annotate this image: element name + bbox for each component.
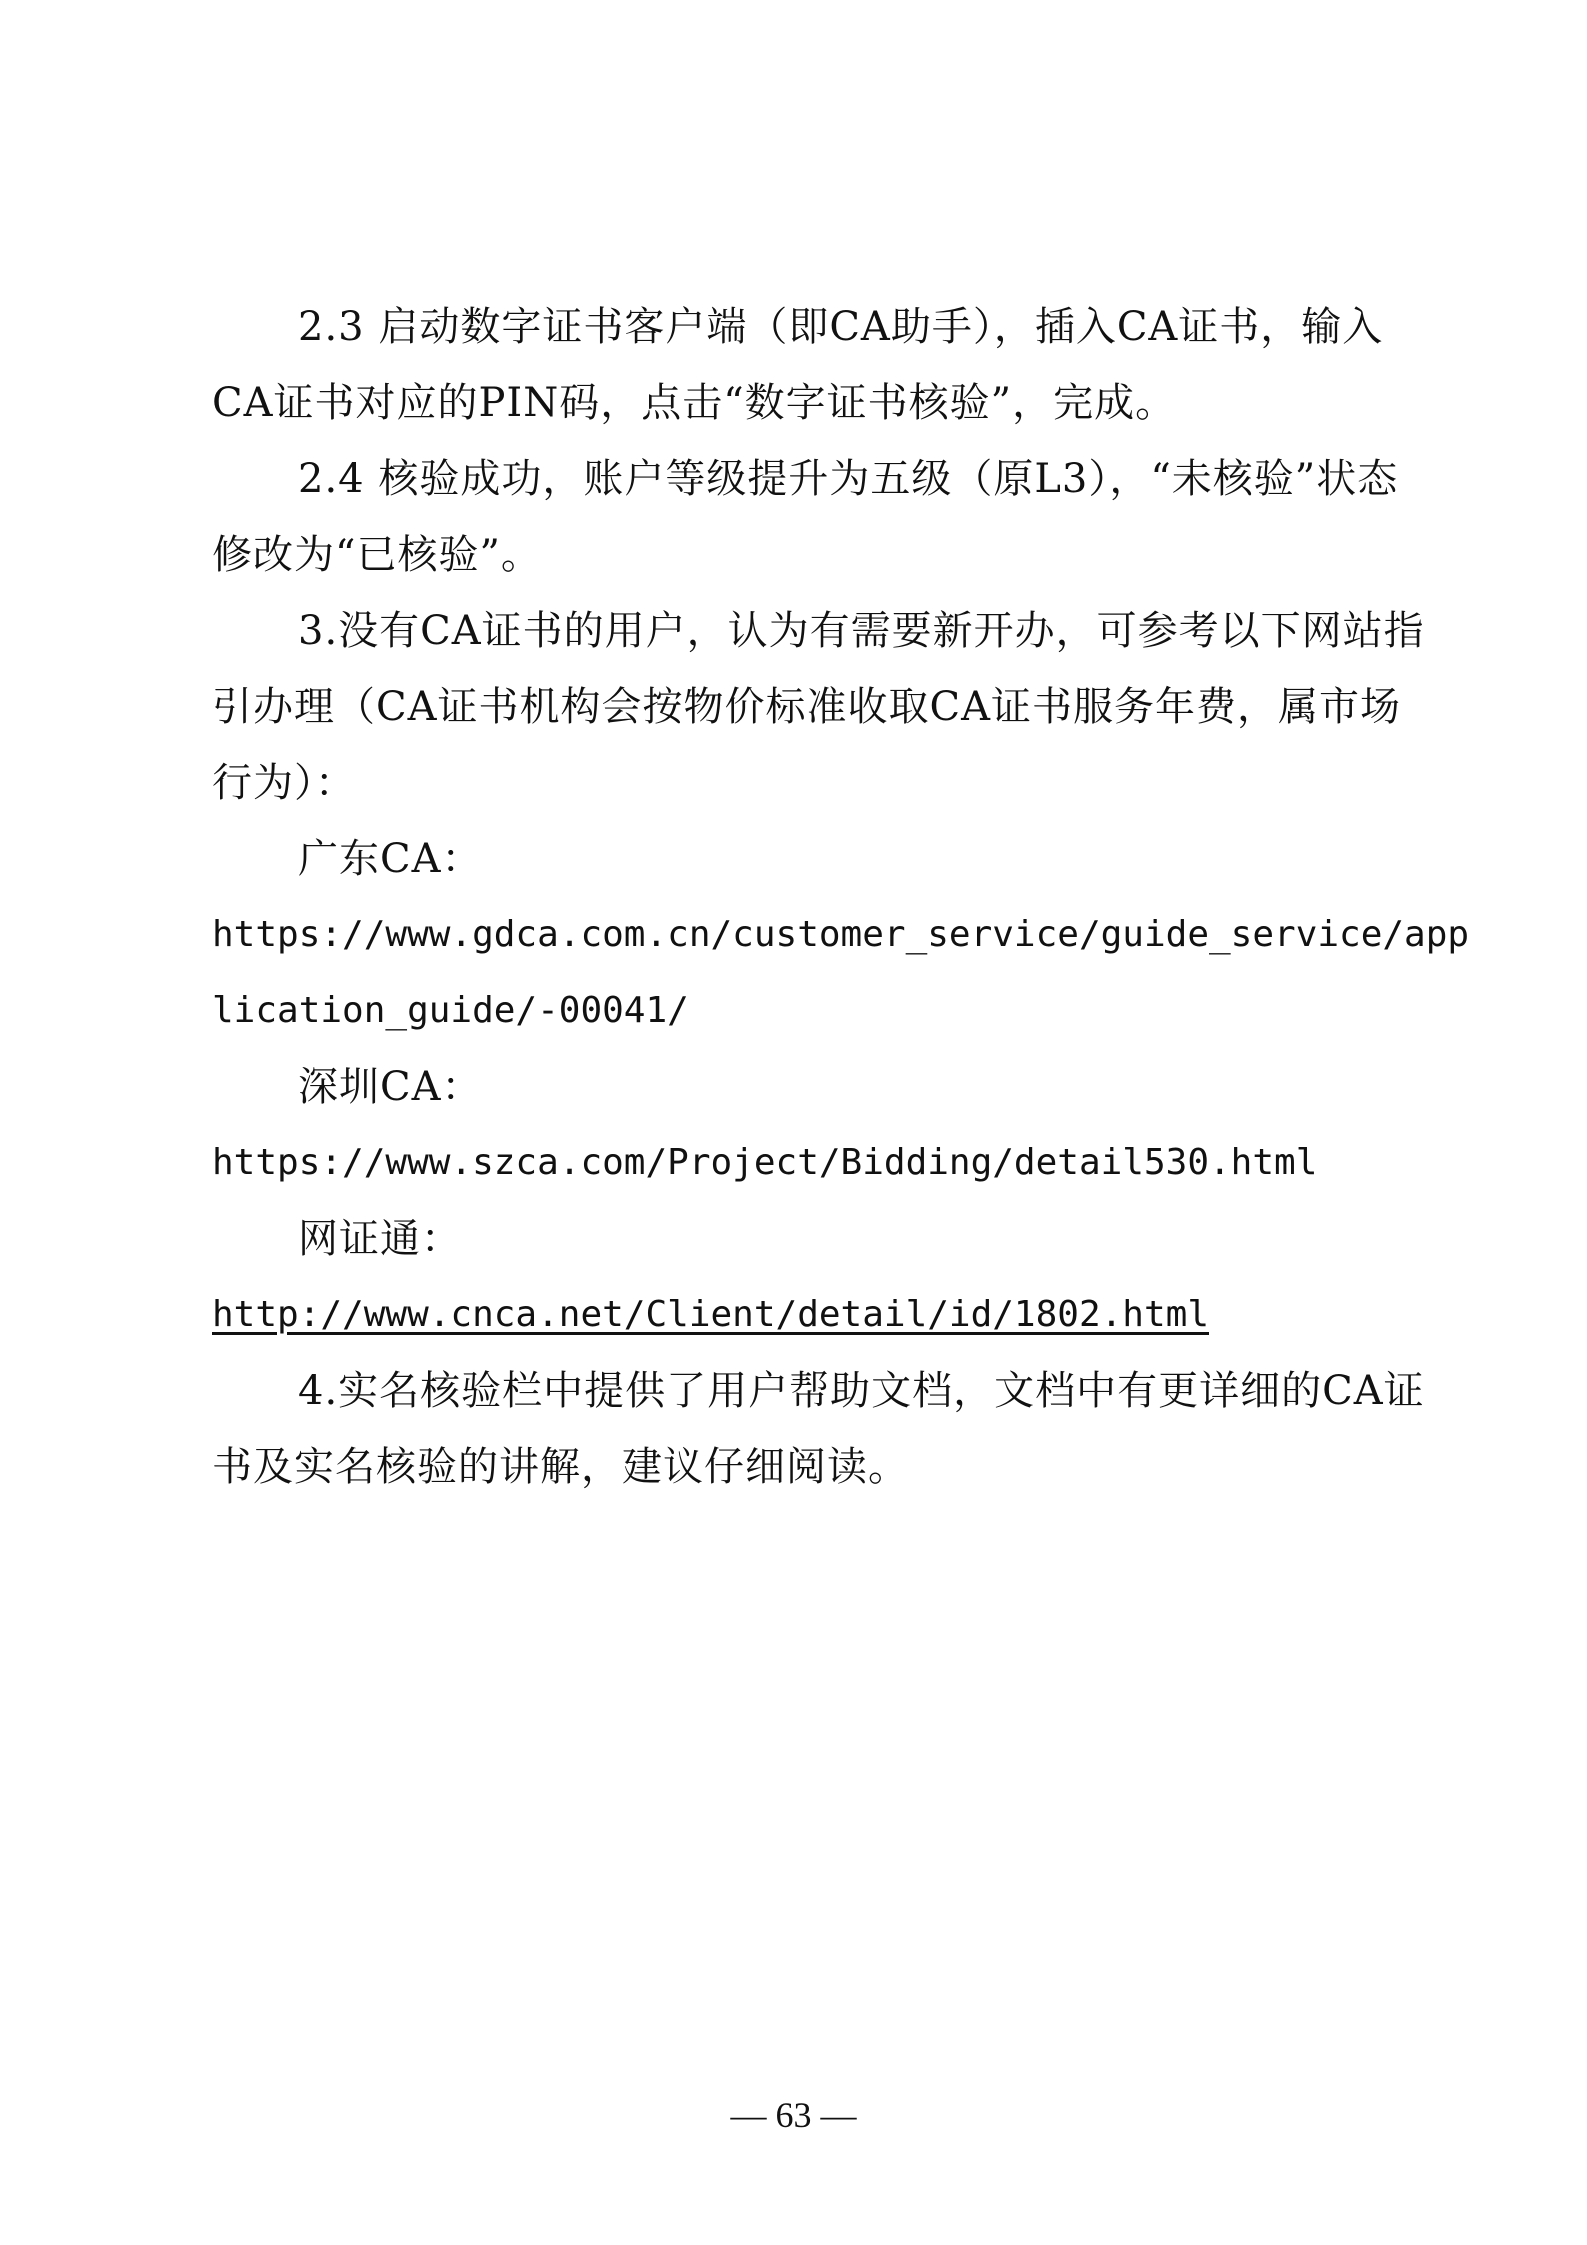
guangdong-ca-url-line-1[interactable]: https://www.gdca.com.cn/customer_service/guide_service/app [212,914,1470,955]
guangdong-ca-url-line-2[interactable]: lication_guide/-00041/ [212,990,689,1031]
guangdong-ca-label: 广东CA： [298,836,483,882]
paragraph-4-line-1: 4.实名核验栏中提供了用户帮助文档，文档中有更详细的CA证 [298,1368,1425,1414]
page-number: — 63 — [730,2095,857,2135]
paragraph-3-line-3: 行为）： [212,760,356,806]
shenzhen-ca-url[interactable]: https://www.szca.com/Project/Bidding/detail530.html [212,1142,1318,1183]
paragraph-3-line-1: 3.没有CA证书的用户，认为有需要新开办，可参考以下网站指 [298,608,1425,654]
paragraph-4-line-2: 书及实名核验的讲解，建议仔细阅读。 [212,1444,909,1490]
cnca-url-link[interactable]: http://www.cnca.net/Client/detail/id/1802.html [212,1294,1209,1335]
paragraph-2-4-line-1: 2.4 核验成功，账户等级提升为五级（原L3），“未核验”状态 [298,456,1399,502]
paragraph-2-4-line-2: 修改为“已核验”。 [212,532,542,578]
cnca-label: 网证通： [298,1216,462,1262]
paragraph-2-3-line-1: 2.3 启动数字证书客户端（即CA助手），插入CA证书，输入 [298,304,1384,350]
shenzhen-ca-label: 深圳CA： [298,1064,483,1110]
paragraph-3-line-2: 引办理（CA证书机构会按物价标准收取CA证书服务年费，属市场 [212,684,1401,730]
paragraph-2-3-line-2: CA证书对应的PIN码，点击“数字证书核验”，完成。 [212,380,1177,426]
